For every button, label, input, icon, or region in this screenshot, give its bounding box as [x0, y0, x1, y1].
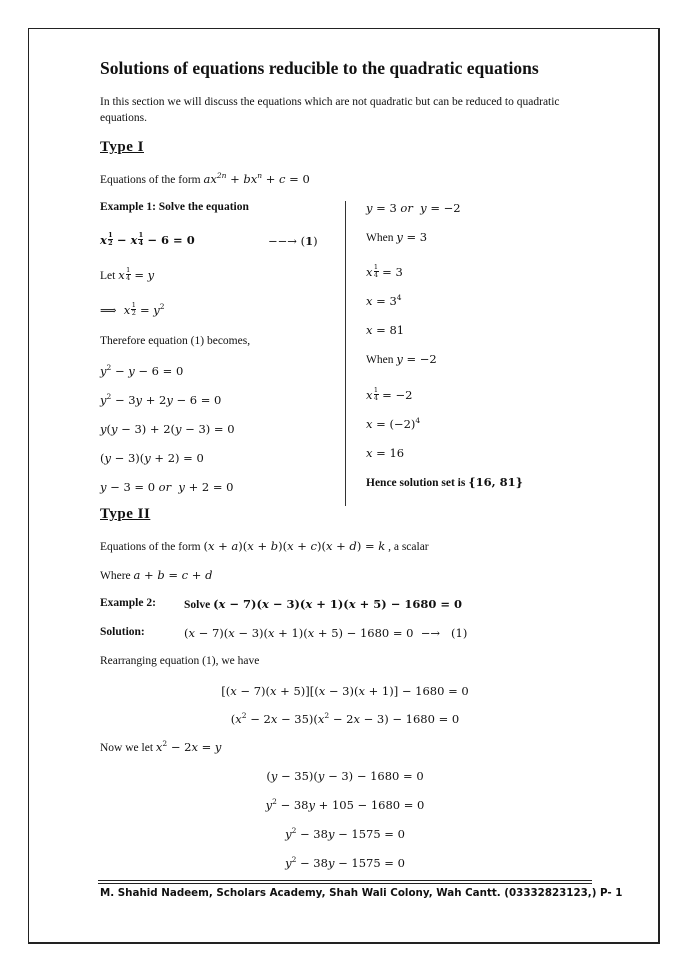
where-line: Where a + b = c + d — [100, 568, 213, 582]
step-5: y − 3 = 0 or y + 2 = 0 — [100, 480, 234, 494]
r-step-3: x = 81 — [366, 323, 405, 337]
step-1: $y^2 - y - 6 = 0$ — [100, 363, 184, 378]
rearranging-line: Rearranging equation (1), we have — [100, 655, 260, 667]
implies-line: ⟹ x $\frac{1}{2}$ = $y^2$ — [100, 301, 165, 317]
solution-label: Solution: — [100, 626, 145, 638]
step-3: y(y − 3) + 2(y − 3) = 0 — [100, 422, 235, 436]
r-step-5: $x = (-2)^4$ — [366, 416, 421, 431]
footer-rule-bottom — [98, 883, 592, 884]
example1-equation: x $\frac{1}{2}$ − x $\frac{1}{4}$ − 6 = 0 — [100, 231, 195, 247]
type2-form-line: Equations of the form (x + a)(x + b)(x + c)(x + d) = k , a scalar — [100, 539, 429, 553]
sub-step-3: $y^2 - 38y - 1575 = 0$ — [285, 826, 405, 841]
type2-heading: Type II — [100, 506, 151, 522]
when-y-3: When y = 3 — [366, 230, 428, 244]
type1-form-line: Equations of the form $ax^{2n} + bx^n + c = 0$ — [100, 171, 310, 186]
let-substitution: Let x $\frac{1}{4}$ = y — [100, 266, 155, 282]
example2-statement: Solve (x − 7)(x − 3)(x + 1)(x + 5) − 1680 = 0 — [184, 597, 463, 611]
step-4: (y − 3)(y + 2) = 0 — [100, 451, 204, 465]
type1-heading: Type I — [100, 139, 144, 155]
example1-label: Example 1: Solve the equation — [100, 201, 249, 213]
when-y-minus2: When y = −2 — [366, 352, 437, 366]
solution-equation: (x − 7)(x − 3)(x + 1)(x + 5) − 1680 = 0 −→ (1) — [184, 626, 468, 640]
r-step-2: $x = 3^4$ — [366, 293, 402, 308]
nowlet-line: Now we let $x^2 - 2x = y$ — [100, 739, 222, 754]
solution-set-line: Hence solution set is {16, 81} — [366, 475, 524, 489]
roots-line: y = 3 or y = −2 — [366, 201, 461, 215]
footer-rule-top — [98, 880, 592, 881]
expanded-equation: $(x^2 - 2x - 35)(x^2 - 2x - 3) - 1680 = 0$ — [230, 711, 460, 726]
step-2: $y^2 - 3y + 2y - 6 = 0$ — [100, 392, 222, 407]
sub-step-4: $y^2 - 38y - 1575 = 0$ — [285, 855, 405, 870]
therefore-line: Therefore equation (1) becomes, — [100, 335, 251, 347]
sub-step-2: $y^2 - 38y + 105 - 1680 = 0$ — [265, 797, 425, 812]
page-title: Solutions of equations reducible to the quadratic equations — [100, 58, 539, 78]
grouped-equation: [(x − 7)(x + 5)][(x − 3)(x + 1)] − 1680 = 0 — [221, 684, 469, 698]
page-footer: M. Shahid Nadeem, Scholars Academy, Shah Wali Colony, Wah Cantt. (03332823123,) P- 1 — [100, 887, 623, 899]
intro-paragraph: In this section we will discuss the equations which are not quadratic but can be reduced to quadratic equations. — [100, 96, 560, 124]
r-step-6: x = 16 — [366, 446, 405, 460]
column-divider — [345, 201, 346, 506]
example2-label: Example 2: — [100, 597, 156, 609]
equation1-ref: −−→ (1) — [268, 234, 318, 248]
sub-step-1: (y − 35)(y − 3) − 1680 = 0 — [266, 769, 424, 783]
r-step-4: x $\frac{1}{4}$ = −2 — [366, 386, 413, 402]
r-step-1: x $\frac{1}{4}$ = 3 — [366, 263, 403, 279]
